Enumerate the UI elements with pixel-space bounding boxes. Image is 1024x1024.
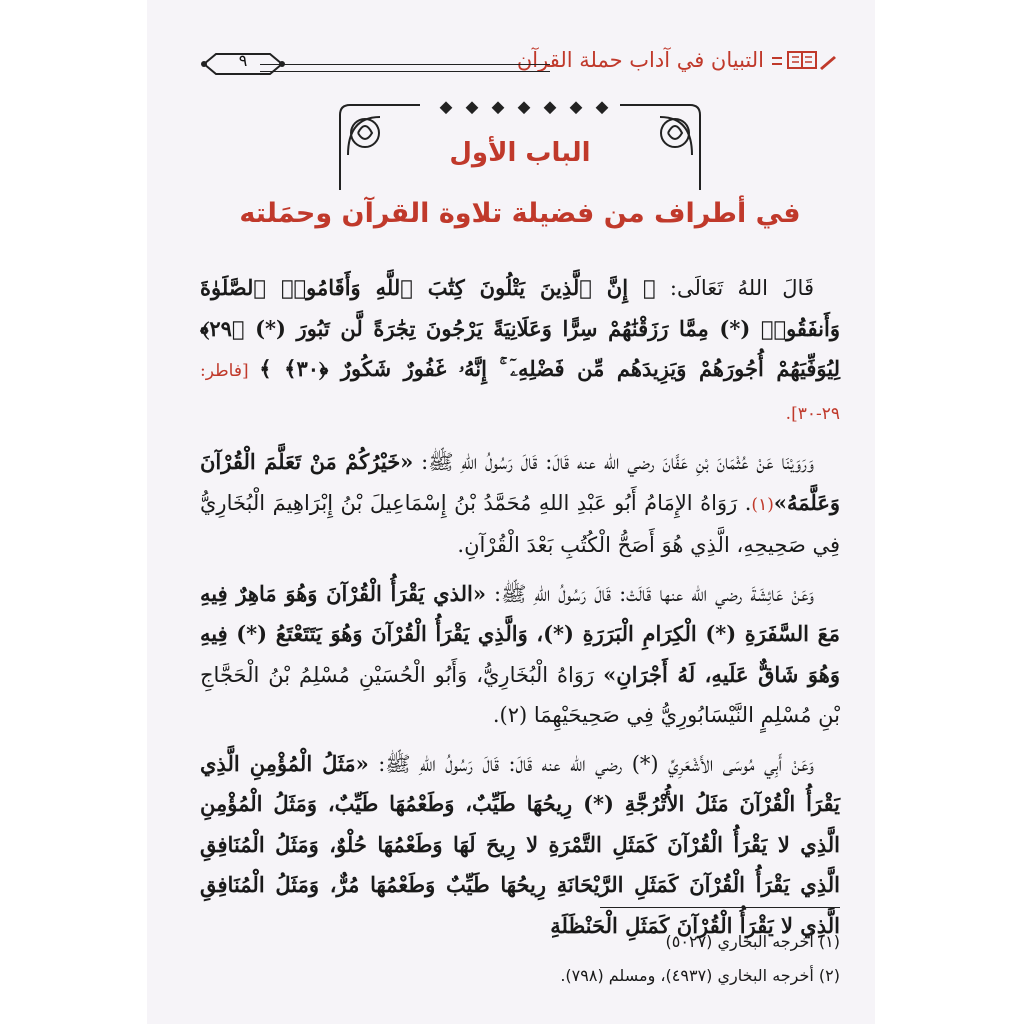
footnote-1: (١) أخرجه البخاري (٥٠٢٧) — [665, 932, 840, 951]
footnotes — [200, 925, 840, 993]
chapter-title: الباب الأول — [449, 138, 591, 168]
hadith-text: «خَيْرُكُمْ مَنْ تَعَلَّمَ الْقُرْآنَ وَعَلَّمَهُ» — [200, 449, 840, 515]
verse-reference: [فاطر: ٢٩-٣٠]. — [200, 361, 840, 424]
footnote-marker: (١) — [751, 494, 774, 515]
header-rule — [260, 64, 550, 72]
narration-chain: وَعَنْ أَبِي مُوسَى الأَشْعَرِيِّ (*) رضي الله عنه قَالَ: قَالَ رَسُولُ اللهِ ﷺ: — [368, 751, 815, 776]
narration-chain: وَرَوَيْنَا عَنْ عُثْمَانَ بْنِ عَفَّانَ رضي الله عنه قَالَ: قَالَ رَسُولُ اللهِ ﷺ: — [413, 450, 814, 474]
footnote-separator — [600, 907, 840, 908]
paragraph-intro: قَالَ اللهُ تَعَالَى: — [655, 276, 814, 300]
hadith-source: رَوَاهُ الْبُخَارِيُّ، وَأَبُو الْحُسَيْنِ مُسْلِمُ بْنُ الْحَجَّاجِ بْنِ مُسْلِمٍ النَّيْسَابُورِيُّ فِي صَحِيحَيْهِمَا (٢). — [200, 662, 840, 727]
paragraph-quran-verse — [200, 268, 840, 434]
header-title: التبيان في آداب حملة القرآن — [516, 48, 764, 72]
running-header — [200, 44, 840, 84]
paragraph-hadith-aisha — [200, 574, 840, 736]
body-text — [200, 268, 840, 954]
hadith-source: . رَوَاهُ الإِمَامُ أَبُو عَبْدِ اللهِ مُحَمَّدُ بْنُ إِسْمَاعِيلَ بْنُ إِبْرَاهِيمَ الْبُخَارِيُّ فِي صَحِيحِهِ، الَّذِي هُوَ أَصَحُّ الْكُتُبِ بَعْدَ الْقُرْآنِ. — [200, 490, 840, 557]
open-book-icon — [770, 48, 840, 74]
paragraph-hadith-abu-musa — [200, 744, 840, 947]
hadith-text: «الذي يَقْرَأُ الْقُرْآنَ وَهُوَ مَاهِرٌ فِيهِ مَعَ السَّفَرَةِ (*) الْكِرَامِ الْبَرَرَةِ (*)، وَالَّذِي يَقْرَأُ الْقُرْآنَ وَهُوَ يَتَتَعْتَعُ (*) فِيهِ وَهُوَ شَاقٌّ عَلَيهِ، لَهُ أَجْرَانِ» — [200, 580, 840, 687]
page-margin-left — [0, 0, 147, 1024]
page-margin-right — [875, 0, 1024, 1024]
quran-verse: ﴿ إِنَّ ٱلَّذِينَ يَتْلُونَ كِتَٰبَ ٱللَّهِ وَأَقَامُوا۟ ٱلصَّلَوٰةَ وَأَنفَقُوا۟ (*) مِمَّا رَزَقْنَٰهُمْ سِرًّا وَعَلَانِيَةً يَرْجُونَ تِجَٰرَةً لَّن تَبُورَ (*) ﴿٢٩﴾ لِيُوَفِّيَهُمْ أُجُورَهُمْ وَيَزِيدَهُم مِّن فَضْلِهِۦٓ ۚ إِنَّهُۥ غَفُورٌ شَكُورٌ ﴿٣٠﴾ ﴾ — [200, 275, 840, 381]
page-number: ٩ — [238, 51, 248, 70]
footnote-2: (٢) أخرجه البخاري (٤٩٣٧)، ومسلم (٧٩٨). — [560, 966, 840, 985]
chapter-subtitle: في أطراف من فضيلة تلاوة القرآن وحمَلته — [239, 198, 801, 229]
narration-chain: وَعَنْ عَائِشَةَ رضي الله عنها قَالَتْ: قَالَ رَسُولُ اللهِ ﷺ: — [485, 581, 814, 606]
paragraph-hadith-uthman — [200, 442, 840, 566]
hadith-text: «مَثَلُ الْمُؤْمِنِ الَّذِي يَقْرَأُ الْقُرْآنَ مَثَلُ الأُتْرُجَّةِ (*) رِيحُهَا طَيِّبٌ، وَطَعْمُهَا طَيِّبٌ، وَمَثَلُ الْمُؤْمِنِ الَّذِي لا يَقْرَأُ الْقُرْآنَ كَمَثَلِ التَّمْرَةِ لا رِيحَ لَهَا وَطَعْمُهَا حُلْوٌ، وَمَثَلُ الْمُنَافِقِ الَّذِي يَقْرَأُ الْقُرْآنَ كَمَثَلِ الرَّيْحَانَةِ رِيحُهَا طَيِّبٌ وَطَعْمُهَا مُرٌّ، وَمَثَلُ الْمُنَافِقِ الَّذِي لا يَقْرَأُ الْقُرْآنَ كَمَثَلِ الْحَنْظَلَةِ — [200, 750, 840, 938]
